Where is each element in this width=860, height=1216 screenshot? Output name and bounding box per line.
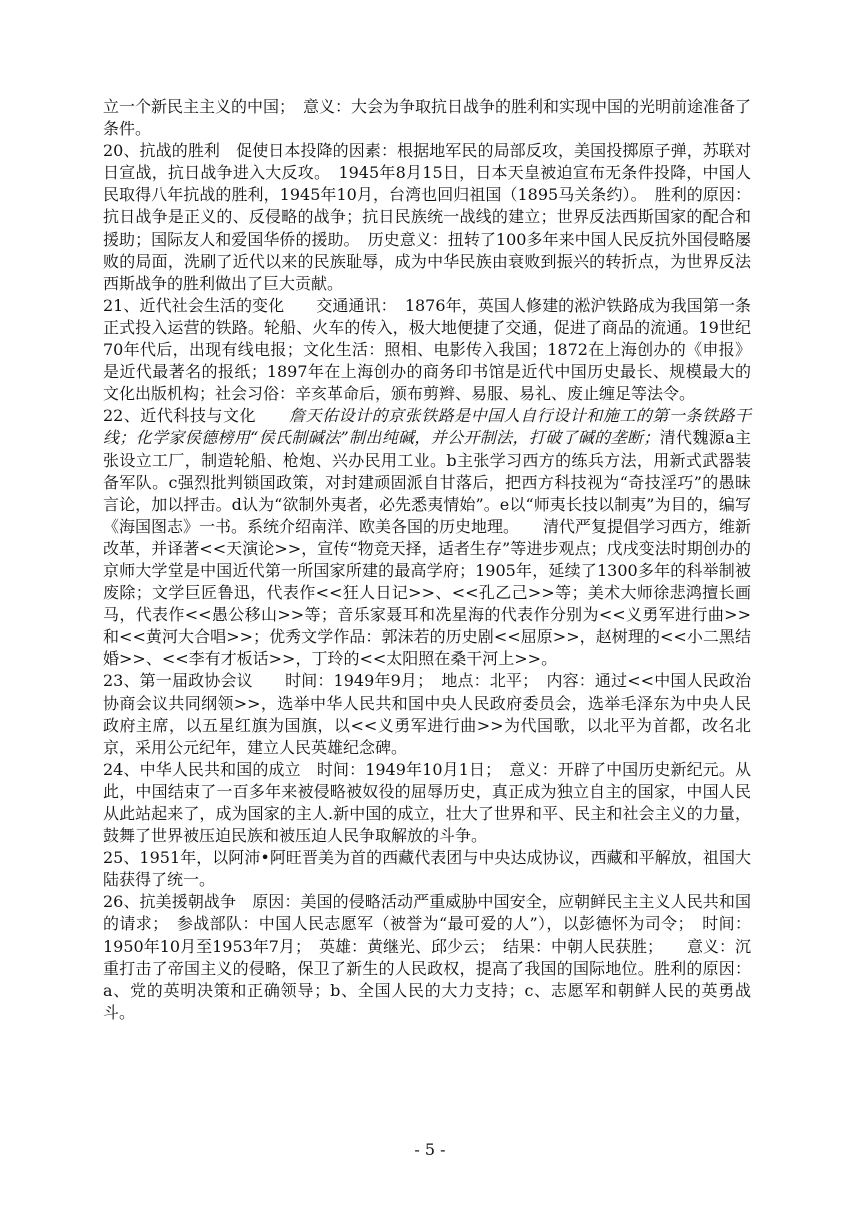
paragraph-22-italic-text: 詹天佑设计的京张铁路是中国人自行设计和施工的第一条铁路干线；化学家侯德榜用“侯氏制碱法”制出纯碱，并公开制法，打破了碱的垄断； [103, 406, 751, 448]
paragraph-22-science-culture [103, 405, 751, 670]
paragraph-25-tibet: 25、1951年，以阿沛•阿旺晋美为首的西藏代表团与中央达成协议，西藏和平解放，祖国大陆获得了统一。 [103, 848, 751, 890]
paragraph-23-cppcc: 23、第一届政协会议 时间：1949年9月； 地点：北平； 内容：通过<<中国人民政治协商会议共同纲领>>，选举中华人民共和国中央人民政府委员会，选举毛泽东为中央人民政府主席，以五星红旗为国旗，以<<义勇军进行曲>>为代国歌，以北平为首都，改名北京，采用公元纪年，建立人民英雄纪念碑。 [103, 671, 751, 757]
paragraph-19-continuation: 立一个新民主主义的中国； 意义：大会为争取抗日战争的胜利和实现中国的光明前途准备了条件。 [103, 97, 752, 139]
paragraph-24-prc-founding: 24、中华人民共和国的成立 时间：1949年10月1日； 意义：开辟了中国历史新纪元。从此，中国结束了一百多年来被侵略被奴役的屈辱历史，真正成为独立自主的国家，中国人民从此站起来了，成为国家的主人.新中国的成立，壮大了世界和平、民主和社会主义的力量，鼓舞了世界被压迫民族和被压迫人民争取解放的斗争。 [103, 759, 751, 846]
paragraph-21-social-life: 21、近代社会生活的变化 交通通讯： 1876年，英国人修建的淞沪铁路成为我国第一条正式投入运营的铁路。轮船、火车的传入，极大地便捷了交通，促进了商品的流通。19世纪70年代后，出现有线电报；文化生活：照相、电影传入我国；1872在上海创办的《申报》是近代最著名的报纸；1897年在上海创办的商务印书馆是近代中国历史最长、规模最大的文化出版机构；社会习俗：辛亥革命后，颁布剪辫、易服、易礼、废止缠足等法令。 [103, 295, 751, 404]
paragraph-22-lead: 22、近代科技与文化 [103, 406, 290, 426]
paragraph-20-victory-of-war: 20、抗战的胜利 促使日本投降的因素：根据地军民的局部反攻，美国投掷原子弹，苏联对日宣战，抗日战争进入大反攻。 1945年8月15日，日本天皇被迫宣布无条件投降，中国人民取得八年抗战的胜利，1945年10月，台湾也回归祖国（1895马关条约）。 胜利的原因：抗日战争是正义的、反侵略的战争；抗日民族统一战线的建立；世界反法西斯国家的配合和援助；国际友人和爱国华侨的援助。 历史意义：扭转了100多年来中国人民反抗外国侵略屡败的局面，洗刷了近代以来的民族耻辱，成为中华民族由衰败到振兴的转折点，为世界反法西斯战争的胜利做出了巨大贡献。 [103, 141, 751, 293]
document-body [103, 96, 751, 1024]
page-number: - 5 - [414, 1140, 446, 1159]
paragraph-26-korean-war: 26、抗美援朝战争 原因：美国的侵略活动严重威胁中国安全，应朝鲜民主主义人民共和国的请求； 参战部队：中国人民志愿军（被誉为“最可爱的人”），以彭德怀为司令； 时间：1950年10月至1953年7月； 英雄：黄继光、邱少云； 结果：中朝人民获胜； 意义：沉重打击了帝国主义的侵略，保卫了新生的人民政权，提高了我国的国际地位。胜利的原因：a、党的英明决策和正确领导；b、全国人民的大力支持；c、志愿军和朝鲜人民的英勇战斗。 [103, 892, 751, 1022]
paragraph-22-body: 清代魏源a主张设立工厂，制造轮船、枪炮、兴办民用工业。b主张学习西方的练兵方法，用新式武器装备军队。c强烈批判锁国政策，对封建顽固派自甘落后，把西方科技视为“奇技淫巧”的愚昧言论，加以抨击。d认为“欲制外夷者，必先悉夷情始”。e以“师夷长技以制夷”为目的，编写《海国图志》一书。系统介绍南洋、欧美各国的历史地理。 清代严复提倡学习西方，维新改革，并译著<<天演论>>，宣传“物竞天择，适者生存”等进步观点；戊戌变法时期创办的京师大学堂是中国近代第一所国家所建的最高学府；1905年，延续了1300多年的科举制被废除；文学巨匠鲁迅，代表作<<狂人日记>>、<<孔乙己>>等；美术大师徐悲鸿擅长画马，代表作<<愚公移山>>等；音乐家聂耳和冼星海的代表作分别为<<义勇军进行曲>>和<<黄河大合唱>>；优秀文学作品：郭沫若的历史剧<<屈原>>，赵树理的<<小二黑结婚>>、<<李有才板话>>，丁玲的<<太阳照在桑干河上>>。 [103, 428, 752, 669]
